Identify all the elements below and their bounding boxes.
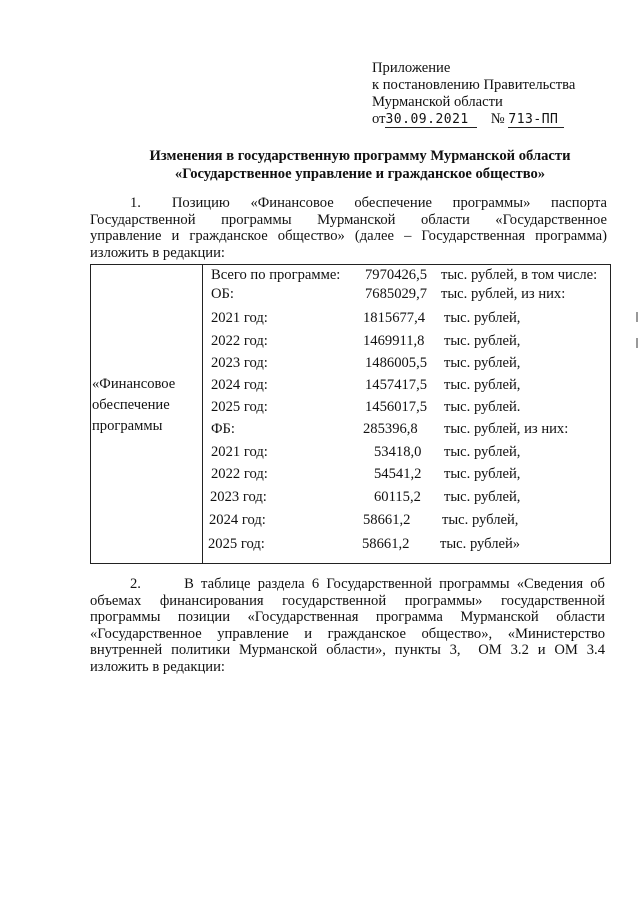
row-label: 2023 год:: [210, 489, 267, 505]
row-unit: тыс. рублей,: [444, 310, 521, 326]
row-label: 2025 год:: [211, 399, 268, 415]
row-unit: тыс. рублей, из них:: [441, 286, 566, 302]
appendix-line-2: [372, 77, 608, 94]
row-unit: тыс. рублей.: [444, 399, 521, 415]
row-label: ФБ:: [211, 421, 235, 437]
appendix-title: Приложение: [372, 60, 451, 76]
row-value: 7970426,5: [365, 267, 428, 283]
row-label: 2021 год:: [211, 310, 268, 326]
row-value: 58661,2: [362, 536, 410, 552]
appendix-government: Правительства: [483, 77, 576, 93]
table-label-line: «Финансовое: [92, 376, 176, 392]
row-value: 1457417,5: [365, 377, 428, 393]
date-prefix: от: [372, 111, 386, 127]
item-2-line: объемах финансирования государственной программы» государственной: [90, 592, 605, 609]
item-1-paragraph: [90, 195, 607, 261]
row-value: 1815677,4: [363, 310, 426, 326]
row-label: 2025 год:: [208, 536, 265, 552]
row-label: 2022 год:: [211, 333, 268, 349]
item-2-line: «Государственное управление и гражданское общество», «Министерство: [90, 625, 605, 642]
item-1-line: Государственной программы Мурманской области «Государственное: [90, 211, 607, 228]
row-unit: тыс. рублей,: [444, 355, 521, 371]
row-value: 1456017,5: [365, 399, 428, 415]
number-prefix: №: [490, 111, 505, 127]
row-value: 1486005,5: [365, 355, 428, 371]
appendix-date-line: [372, 111, 608, 128]
item-2-paragraph: [90, 576, 605, 676]
table-divider: [202, 265, 203, 563]
signing-date: 30.09.2021: [385, 113, 477, 128]
item-2-line: 2. В таблице раздела 6 Государственной программы «Сведения об: [130, 576, 605, 592]
item-2-line: изложить в редакции:: [90, 658, 225, 675]
row-label: 2023 год:: [211, 355, 268, 371]
item-2-line: программы позиции «Государственная программа Мурманской области: [90, 609, 605, 626]
row-unit: тыс. рублей, из них:: [444, 421, 569, 437]
doc-title-line-1: Изменения в государственную программу Мурманской области: [149, 148, 571, 164]
table-label-line: обеспечение: [92, 397, 170, 413]
scan-mark: [636, 312, 638, 322]
item-2-line: внутренней политики Мурманской области», пункты 3, ОМ 3.2 и ОМ 3.4: [90, 642, 605, 659]
item-1-line: 1. Позицию «Финансовое обеспечение программы» паспорта: [130, 195, 607, 211]
row-value: 285396,8: [363, 421, 418, 437]
appendix-block: [372, 60, 608, 128]
row-unit: тыс. рублей,: [442, 512, 519, 528]
row-value: 53418,0: [374, 444, 422, 460]
row-unit: тыс. рублей,: [444, 489, 521, 505]
row-value: 60115,2: [374, 489, 421, 505]
item-1-line: управление и гражданское общество» (далее – Государственная программа): [90, 228, 607, 245]
row-value: 58661,2: [363, 512, 411, 528]
appendix-region: Мурманской области: [372, 94, 503, 110]
appendix-resolution: постановлению: [382, 77, 480, 93]
row-value: 54541,2: [374, 466, 422, 482]
table-label-line: программы: [92, 418, 163, 434]
financing-table: [90, 264, 611, 564]
row-unit: тыс. рублей,: [444, 466, 521, 482]
row-label: ОБ:: [211, 286, 234, 302]
row-label: 2022 год:: [211, 466, 268, 482]
row-unit: тыс. рублей, в том числе:: [441, 267, 598, 283]
appendix-to: к: [372, 77, 380, 93]
scan-mark: [636, 338, 638, 348]
row-label: Всего по программе:: [211, 267, 341, 283]
row-unit: тыс. рублей,: [444, 333, 521, 349]
row-label: 2021 год:: [211, 444, 268, 460]
row-label: 2024 год:: [211, 377, 268, 393]
row-unit: тыс. рублей,: [444, 377, 521, 393]
doc-title-line-2: «Государственное управление и гражданское общество»: [174, 166, 546, 182]
resolution-number: 713-ПП: [508, 113, 564, 128]
row-unit: тыс. рублей,: [444, 444, 521, 460]
row-value: 1469911,8: [363, 333, 425, 349]
row-value: 7685029,7: [365, 286, 428, 302]
row-label: 2024 год:: [209, 512, 266, 528]
item-1-line: изложить в редакции:: [90, 244, 225, 261]
row-unit: тыс. рублей»: [440, 536, 521, 552]
